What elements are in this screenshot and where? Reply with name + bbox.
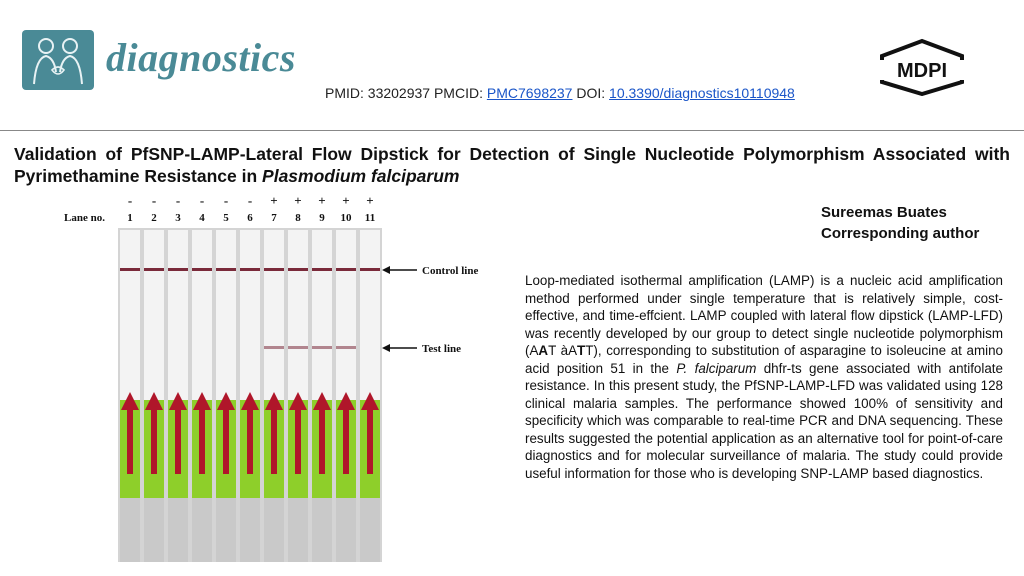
strip-end bbox=[168, 498, 188, 562]
lane-sign: - bbox=[199, 193, 205, 208]
strip-end bbox=[360, 498, 380, 562]
control-band bbox=[120, 268, 140, 271]
dipstick-strip bbox=[216, 230, 236, 562]
dipstick-strip bbox=[144, 230, 164, 562]
strip-membrane bbox=[288, 230, 308, 400]
strip-membrane bbox=[216, 230, 236, 400]
dipstick-strip bbox=[168, 230, 188, 562]
strip-end bbox=[120, 498, 140, 562]
lane-sign: + bbox=[270, 193, 278, 208]
strip-membrane bbox=[144, 230, 164, 400]
abstract bbox=[525, 272, 1003, 482]
lane-number: 7 bbox=[271, 212, 277, 224]
lane-sign: - bbox=[127, 193, 133, 208]
dipstick-strip bbox=[264, 230, 284, 562]
control-line-label: Control line bbox=[422, 265, 479, 277]
control-band bbox=[264, 268, 284, 271]
strip-membrane bbox=[312, 230, 332, 400]
abstract-bold-1: A bbox=[538, 343, 549, 358]
abstract-text-1: Loop-mediated isothermal amplification (LAMP) is a nucleic acid amplification method performed under single temperature that is relatively simple, cost-effective, and time-effcient. LAMP coupled with lateral flow dipstick (LAMP-LFD) was recently developed by our group to detect single nucleotide polymorphism (A bbox=[525, 273, 1003, 358]
title-main: Validation of PfSNP-LAMP-Lateral Flow Dipstick for Detection of Single Nucleotide Polymorphism Associated with Pyrimethamine Resistance in bbox=[14, 144, 1010, 186]
lane-number: 11 bbox=[364, 212, 376, 224]
strip-membrane bbox=[120, 230, 140, 400]
doi-link[interactable]: 10.3390/diagnostics10110948 bbox=[609, 85, 795, 101]
test-band bbox=[312, 346, 332, 349]
lane-number: 3 bbox=[175, 212, 181, 224]
strip-membrane bbox=[360, 230, 380, 400]
abstract-text-2: T àA bbox=[548, 343, 578, 358]
test-line-label: Test line bbox=[422, 343, 462, 355]
pmid-label: PMID: 33202937 PMCID: bbox=[325, 85, 483, 101]
lane-sign: - bbox=[175, 193, 181, 208]
article-identifiers bbox=[325, 85, 795, 101]
journal-name: diagnostics bbox=[106, 35, 296, 80]
control-band bbox=[216, 268, 236, 271]
control-band bbox=[312, 268, 332, 271]
strip-end bbox=[312, 498, 332, 562]
author-name: Sureemas Buates bbox=[821, 204, 947, 221]
lane-number: 2 bbox=[151, 212, 157, 224]
lane-sign: + bbox=[342, 193, 350, 208]
test-line-arrowhead-icon bbox=[382, 344, 390, 352]
publisher-name: MDPI bbox=[897, 60, 947, 82]
lane-sign: - bbox=[247, 193, 253, 208]
strip-end bbox=[336, 498, 356, 562]
control-band bbox=[144, 268, 164, 271]
mdpi-logo-icon bbox=[874, 38, 970, 96]
control-band bbox=[168, 268, 188, 271]
dipstick-strip bbox=[240, 230, 260, 562]
strip-end bbox=[264, 498, 284, 562]
lane-number: 9 bbox=[319, 212, 325, 224]
dipstick-strip bbox=[120, 230, 140, 562]
lane-sign: + bbox=[318, 193, 326, 208]
abstract-species: P. falciparum bbox=[676, 360, 757, 376]
control-band bbox=[240, 268, 260, 271]
lane-number: 4 bbox=[199, 212, 205, 224]
strip-end bbox=[216, 498, 236, 562]
lane-sign: - bbox=[223, 193, 229, 208]
author-block bbox=[821, 202, 979, 244]
test-band bbox=[264, 346, 284, 349]
doi-label: DOI: bbox=[576, 85, 606, 101]
strip-end bbox=[288, 498, 308, 562]
lane-sign: + bbox=[366, 193, 374, 208]
lane-number: 5 bbox=[223, 212, 229, 224]
strip-membrane bbox=[336, 230, 356, 400]
dipstick-strip bbox=[192, 230, 212, 562]
diagnostics-logo-icon bbox=[22, 30, 94, 90]
strip-membrane bbox=[240, 230, 260, 400]
header-divider bbox=[0, 130, 1024, 131]
lane-label: Lane no. bbox=[64, 212, 105, 224]
strip-membrane bbox=[264, 230, 284, 400]
lane-number: 6 bbox=[247, 212, 253, 224]
strip-end bbox=[240, 498, 260, 562]
test-band bbox=[288, 346, 308, 349]
control-band bbox=[288, 268, 308, 271]
lane-sign: + bbox=[294, 193, 302, 208]
lane-sign: - bbox=[151, 193, 157, 208]
lane-number: 8 bbox=[295, 212, 301, 224]
strip-end bbox=[144, 498, 164, 562]
test-band bbox=[336, 346, 356, 349]
control-band bbox=[336, 268, 356, 271]
control-band bbox=[360, 268, 380, 271]
dipstick-strip bbox=[336, 230, 356, 562]
article-title bbox=[14, 143, 1010, 187]
author-role: Corresponding author bbox=[821, 225, 980, 242]
strip-end bbox=[192, 498, 212, 562]
abstract-bold-2: T bbox=[577, 343, 586, 358]
pmcid-link[interactable]: PMC7698237 bbox=[486, 85, 573, 101]
strip-membrane bbox=[168, 230, 188, 400]
dipstick-strip bbox=[288, 230, 308, 562]
abstract-text-4: dhfr-ts gene associated with antifolate resistance. In this present study, the PfSNP-LAMP-LFD was validated using 128 clinical malaria samples. The performance showed 100% of sensitivity and specificity which was comparable to real-time PCR and DNA sequencing. These results suggested the potential application as an alternative tool for point-of-care diagnostics and for molecular surveillance of malaria. The study could provide useful information for those who is developing SNP-LAMP based diagnostics. bbox=[525, 360, 1003, 481]
dipstick-strip bbox=[360, 230, 380, 562]
lane-number: 1 bbox=[127, 212, 133, 224]
control-band bbox=[192, 268, 212, 271]
lane-number: 10 bbox=[340, 212, 352, 224]
control-line-arrowhead-icon bbox=[382, 266, 390, 274]
dipstick-strip bbox=[312, 230, 332, 562]
abstract-text-3: T), corresponding to substitution of asparagine to isoleucine at amino acid position 51 in the bbox=[525, 343, 1003, 376]
title-species: Plasmodium falciparum bbox=[262, 166, 460, 186]
lateral-flow-dipstick-figure bbox=[60, 192, 500, 564]
strip-membrane bbox=[192, 230, 212, 400]
